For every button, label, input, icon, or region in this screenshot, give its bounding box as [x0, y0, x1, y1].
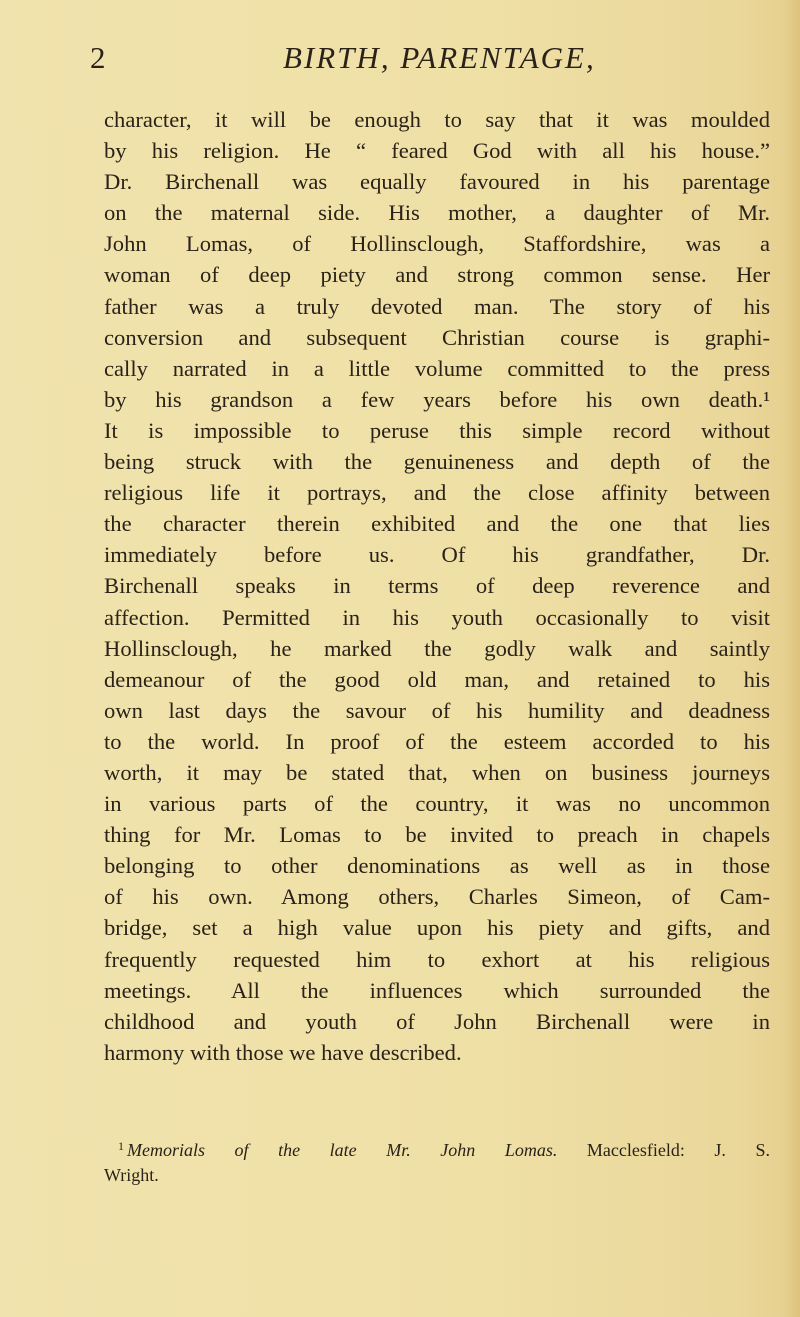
text-line: own last days the savour of his humility and deadness [104, 697, 770, 723]
text-line: thing for Mr. Lomas to be invited to preach in chapels [104, 822, 770, 848]
page-number: 2 [90, 40, 106, 75]
text-line: Birchenall speaks in terms of deep reverence and [104, 573, 770, 599]
body-text [104, 104, 770, 1068]
text-line: frequently requested him to exhort at his religious [104, 946, 770, 972]
text-line: Dr. Birchenall was equally favoured in his parentage [104, 169, 770, 195]
text-line: on the maternal side. His mother, a daughter of Mr. [104, 200, 770, 226]
text-line: bridge, set a high value upon his piety and gifts, and [104, 915, 770, 941]
text-line: Hollinsclough, he marked the godly walk and saintly [104, 635, 770, 661]
text-line: by his grandson a few years before his own death.¹ [104, 386, 770, 412]
footnote-title: Memorials of the late Mr. John Lomas. [127, 1140, 558, 1160]
text-line: by his religion. He “ feared God with all his house.” [104, 138, 770, 164]
text-line: demeanour of the good old man, and retained to his [104, 666, 770, 692]
footnote-line: Wright. [104, 1165, 159, 1185]
text-line: father was a truly devoted man. The story of his [104, 293, 770, 319]
footnote-publisher: Macclesfield: J. S. [586, 1140, 770, 1160]
running-head: BIRTH, PARENTAGE, [283, 40, 596, 75]
text-line: John Lomas, of Hollinsclough, Staffordshire, was a [104, 231, 770, 257]
text-line: worth, it may be stated that, when on business journeys [104, 759, 770, 785]
text-line: being struck with the genuineness and depth of the [104, 449, 770, 475]
text-line: of his own. Among others, Charles Simeon, of Cam- [104, 884, 770, 910]
text-line: belonging to other denominations as well as in those [104, 853, 770, 879]
page-header [90, 38, 780, 78]
text-line: character, it will be enough to say that it was moulded [104, 107, 770, 132]
text-line: woman of deep piety and strong common sense. Her [104, 262, 770, 288]
text-line: cally narrated in a little volume committed to the press [104, 355, 770, 381]
text-line: immediately before us. Of his grandfather, Dr. [104, 542, 770, 568]
footnote-line [104, 1134, 770, 1163]
text-line: the character therein exhibited and the one that lies [104, 511, 770, 537]
footnote-marker: 1 [118, 1139, 124, 1153]
text-line: harmony with those we have described. [104, 1039, 462, 1065]
text-line: religious life it portrays, and the close affinity between [104, 480, 770, 506]
footnote [104, 1134, 770, 1188]
text-line: in various parts of the country, it was no uncommon [104, 791, 770, 817]
text-line: It is impossible to peruse this simple record without [104, 417, 770, 443]
page-edge-shadow [784, 0, 800, 1317]
text-line: to the world. In proof of the esteem accorded to his [104, 728, 770, 754]
text-line: conversion and subsequent Christian course is graphi- [104, 324, 770, 350]
text-line: childhood and youth of John Birchenall were in [104, 1008, 770, 1034]
text-line: meetings. All the influences which surrounded the [104, 977, 770, 1003]
text-line: affection. Permitted in his youth occasionally to visit [104, 604, 770, 630]
